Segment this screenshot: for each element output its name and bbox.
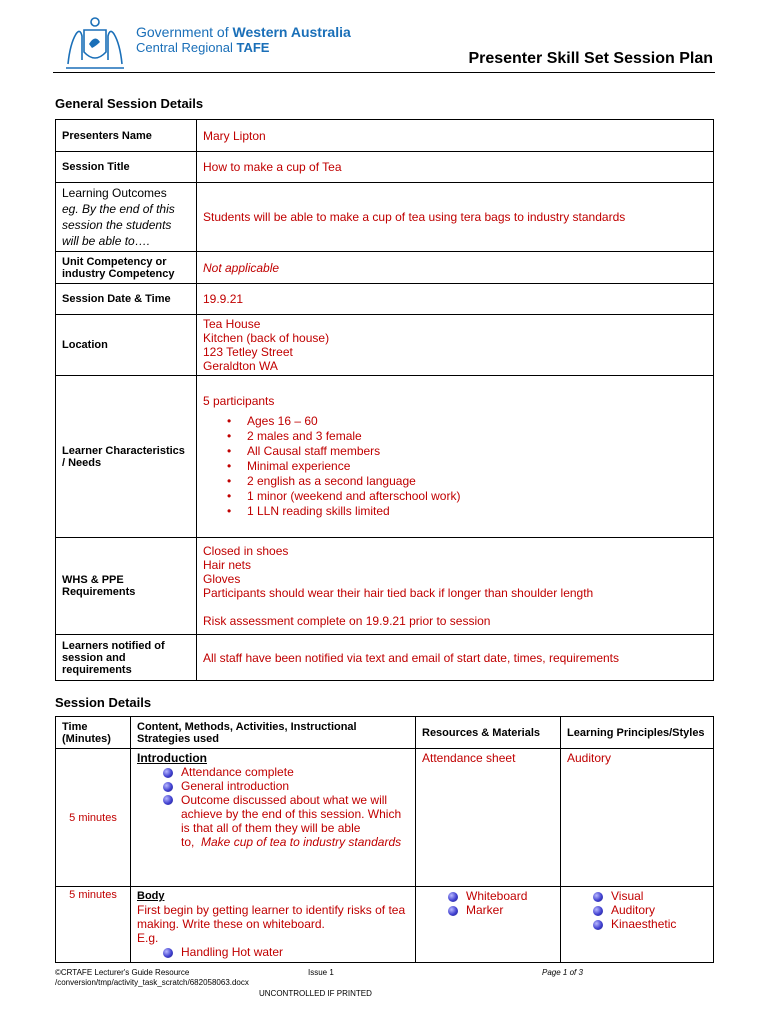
intro-title: Introduction	[137, 751, 207, 765]
list-item: Whiteboard	[448, 889, 554, 903]
footer-uncontrolled: UNCONTROLLED IF PRINTED	[259, 989, 372, 998]
content-cell	[131, 887, 416, 963]
date-label: Session Date & Time	[56, 284, 197, 315]
table-row	[56, 749, 714, 887]
content-cell	[131, 749, 416, 887]
table-row	[56, 252, 714, 284]
list-item: • Minimal experience	[247, 459, 707, 474]
general-details-heading: General Session Details	[55, 96, 204, 111]
whs-line: Hair nets	[203, 558, 252, 572]
intro-list	[137, 765, 409, 849]
notified-value: All staff have been notified via text and email of start date, times, requirements	[197, 635, 714, 681]
session-title-label: Session Title	[56, 152, 197, 183]
list-item: • 1 minor (weekend and afterschool work)	[247, 489, 707, 504]
bullet-ball-icon	[163, 948, 173, 958]
intro-italic-tail: Make cup of tea to industry standards	[201, 835, 402, 849]
table-row	[56, 152, 714, 183]
outcomes-hint: eg. By the end of this session the students will be able to….	[62, 202, 175, 248]
location-line: 123 Tetley Street	[203, 345, 293, 359]
resources-cell	[416, 887, 561, 963]
learner-intro: 5 participants	[203, 394, 275, 408]
styles-list	[567, 889, 707, 931]
outcomes-label: Learning Outcomes	[62, 186, 167, 200]
bullet-ball-icon	[448, 892, 458, 902]
body-title: Body	[137, 890, 165, 902]
header-divider	[53, 72, 715, 73]
list-item: Auditory	[593, 903, 707, 917]
body-text: First begin by getting learner to identify risks of tea making. Write these on whiteboard.	[137, 903, 406, 931]
table-row	[56, 183, 714, 252]
bullet-ball-icon	[163, 768, 173, 778]
competency-value: Not applicable	[197, 252, 714, 284]
resources-list	[422, 889, 554, 917]
bullet-ball-icon	[163, 782, 173, 792]
list-item: Visual	[593, 889, 707, 903]
bullet-ball-icon	[448, 906, 458, 916]
list-item: General introduction	[163, 779, 409, 793]
whs-value	[197, 538, 714, 635]
list-item: • Ages 16 – 60	[247, 414, 707, 429]
footer-copyright: ©CRTAFE Lecturer's Guide Resource	[55, 968, 190, 977]
location-line: Kitchen (back of house)	[203, 331, 330, 345]
list-item: Outcome discussed about what we will achieve by the end of this session. Which is that all of them they will be able to, Make cup of tea to industry standards	[163, 793, 409, 849]
table-row	[56, 538, 714, 635]
date-value: 19.9.21	[197, 284, 714, 315]
table-row	[56, 887, 714, 963]
notified-label: Learners notified of session and requirements	[56, 635, 197, 681]
column-header-time: Time (Minutes)	[56, 717, 131, 749]
location-value	[197, 315, 714, 376]
location-line: Tea House	[203, 317, 261, 331]
footer-filepath: /conversion/tmp/activity_task_scratch/682058063.docx	[55, 978, 249, 987]
presenter-value: Mary Lipton	[197, 120, 714, 152]
outcomes-value: Students will be able to make a cup of tea using tera bags to industry standards	[197, 183, 714, 252]
session-title-value: How to make a cup of Tea	[197, 152, 714, 183]
session-details-table	[55, 716, 714, 963]
column-header-content: Content, Methods, Activities, Instructional Strategies used	[131, 717, 416, 749]
list-item: • 2 english as a second language	[247, 474, 707, 489]
learner-label: Learner Characteristics / Needs	[56, 376, 197, 538]
location-label: Location	[56, 315, 197, 376]
bullet-ball-icon	[593, 892, 603, 902]
list-item: • All Causal staff members	[247, 444, 707, 459]
styles-cell: Auditory	[561, 749, 714, 887]
coat-of-arms-logo	[62, 14, 128, 74]
learner-list	[225, 414, 707, 519]
org-subtitle: Central Regional TAFE	[136, 40, 270, 55]
table-header-row	[56, 717, 714, 749]
whs-label: WHS & PPE Requirements	[56, 538, 197, 635]
page-header	[0, 0, 768, 80]
styles-cell	[561, 887, 714, 963]
whs-line: Closed in shoes	[203, 544, 289, 558]
table-row	[56, 315, 714, 376]
table-row	[56, 284, 714, 315]
resources-cell: Attendance sheet	[416, 749, 561, 887]
general-details-table	[55, 119, 714, 681]
table-row	[56, 635, 714, 681]
time-cell: 5 minutes	[56, 887, 131, 963]
bullet-ball-icon	[593, 906, 603, 916]
whs-risk: Risk assessment complete on 19.9.21 prior to session	[203, 614, 491, 628]
presenter-label: Presenters Name	[56, 120, 197, 152]
column-header-resources: Resources & Materials	[416, 717, 561, 749]
time-cell: 5 minutes	[56, 749, 131, 887]
location-line: Geraldton WA	[203, 359, 278, 373]
list-item: Marker	[448, 903, 554, 917]
document-title: Presenter Skill Set Session Plan	[468, 50, 713, 67]
list-item: Kinaesthetic	[593, 917, 707, 931]
body-list	[137, 945, 409, 959]
column-header-styles: Learning Principles/Styles	[561, 717, 714, 749]
table-row	[56, 376, 714, 538]
body-eg: E.g.	[137, 931, 159, 945]
whs-line: Participants should wear their hair tied back if longer than shoulder length	[203, 586, 594, 600]
list-item: • 2 males and 3 female	[247, 429, 707, 444]
session-details-heading: Session Details	[55, 695, 152, 710]
list-item: • 1 LLN reading skills limited	[247, 504, 707, 519]
footer-page-number: Page 1 of 3	[542, 968, 583, 977]
bullet-ball-icon	[163, 795, 173, 805]
bullet-ball-icon	[593, 920, 603, 930]
list-item: Handling Hot water	[163, 945, 409, 959]
table-row	[56, 120, 714, 152]
competency-label: Unit Competency or industry Competency	[56, 252, 197, 284]
outcomes-label-cell	[56, 183, 197, 252]
footer-issue: Issue 1	[308, 968, 334, 977]
org-name: Government of Western Australia	[136, 24, 351, 40]
learner-value	[197, 376, 714, 538]
list-item: Attendance complete	[163, 765, 409, 779]
whs-line: Gloves	[203, 572, 241, 586]
